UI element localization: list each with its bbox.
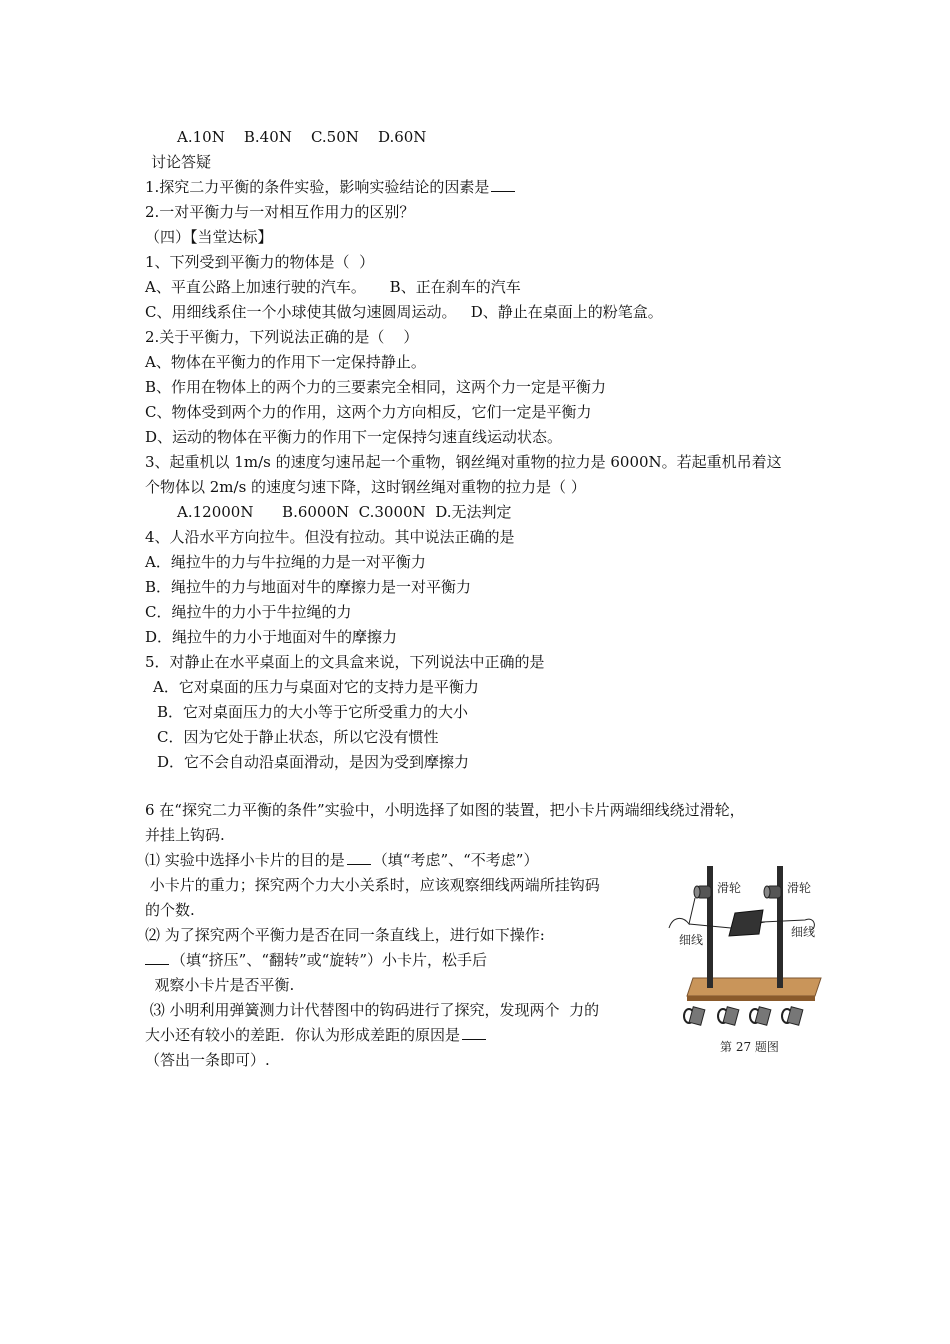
hook-weight-icon [718,1007,739,1026]
figure-caption: 第 27 题图 [720,1040,779,1054]
hook-weight-icon [684,1007,705,1026]
option-text: C．绳拉牛的力小于牛拉绳的力 [145,603,352,621]
string-right-label: 细线 [791,925,816,939]
question-text: 1、下列受到平衡力的物体是（ ） [145,253,375,271]
pulley-left-label: 滑轮 [717,881,742,895]
option-text: C．因为它处于静止状态，所以它没有惯性 [157,728,439,746]
option-text: A．它对桌面的压力与桌面对它的支持力是平衡力 [153,678,479,696]
right-pulley-icon [764,886,781,898]
option-text: D、运动的物体在平衡力的作用下一定保持匀速直线运动状态。 [145,428,563,446]
option-text: B．它对桌面压力的大小等于它所受重力的大小 [157,703,469,721]
question-text: （答出一条即可）. [145,1051,270,1069]
hook-weight-icon [782,1007,803,1026]
experiment-figure [665,858,830,1058]
question-text: ⑵ 为了探究两个平衡力是否在同一条直线上，进行如下操作: [145,926,545,944]
question-text: 1.探究二力平衡的条件实验，影响实验结论的因素是 [145,178,517,196]
answer-blank [145,951,169,965]
string-left-label: 细线 [679,933,704,947]
question-text: 小卡片的重力；探究两个力大小关系时，应该观察细线两端所挂钩码 [145,876,600,894]
answer-blank [491,178,515,192]
question-text: 的个数. [145,901,195,919]
right-post [777,866,783,988]
option-text: D．绳拉牛的力小于地面对牛的摩擦力 [145,628,398,646]
answer-blank [462,1026,486,1040]
option-text: A．绳拉牛的力与牛拉绳的力是一对平衡力 [145,553,426,571]
section-heading: 讨论答疑 [151,153,212,171]
question-text: 4、人沿水平方向拉牛。但没有拉动。其中说法正确的是 [145,528,515,546]
question-text: ⑴ 实验中选择小卡片的目的是 （填“考虑”、“不考虑”） [145,851,539,869]
question-text: ⑶ 小明利用弹簧测力计代替图中的钩码进行了探究，发现两个 力的 [145,1001,600,1019]
option-text: A、平直公路上加速行驶的汽车。 B、正在刹车的汽车 [145,278,521,296]
option-text: D．它不会自动沿桌面滑动，是因为受到摩擦力 [157,753,470,771]
small-card [729,910,763,936]
pulley-right-label: 滑轮 [787,881,812,895]
left-pulley-icon [694,886,711,898]
left-post [707,866,713,988]
question-text: 2.关于平衡力，下列说法正确的是（ ） [145,328,419,346]
question-text: 观察小卡片是否平衡. [145,976,295,994]
question-text: （填“挤压”、“翻转”或“旋转”）小卡片，松手后 [145,951,487,969]
question-text: 3、起重机以 1m/s 的速度匀速吊起一个重物，钢丝绳对重物的拉力是 6000N。若起重机吊着这 [145,453,782,471]
options-line: A.10N B.40N C.50N D.60N [177,128,427,146]
answer-blank [347,851,371,865]
options-line: A.12000N B.6000N C.3000N D.无法判定 [177,503,512,521]
section-heading: （四）【当堂达标】 [145,228,273,246]
question-text: 个物体以 2m/s 的速度匀速下降，这时钢丝绳对重物的拉力是（ ） [145,478,586,496]
option-text: B．绳拉牛的力与地面对牛的摩擦力是一对平衡力 [145,578,472,596]
question-text: 并挂上钩码. [145,826,225,844]
hook-weight-icon [750,1007,771,1026]
question-text: 5．对静止在水平桌面上的文具盒来说，下列说法中正确的是 [145,653,545,671]
board-edge [687,996,815,1001]
question-text: 大小还有较小的差距．你认为形成差距的原因是 [145,1026,488,1044]
question-text: 6 在“探究二力平衡的条件”实验中，小明选择了如图的装置，把小卡片两端细线绕过滑轮， [145,801,745,819]
option-text: B、作用在物体上的两个力的三要素完全相同，这两个力一定是平衡力 [145,378,607,396]
option-text: A、物体在平衡力的作用下一定保持静止。 [145,353,426,371]
option-text: C、用细线系住一个小球使其做匀速圆周运动。 D、静止在桌面上的粉笔盒。 [145,303,663,321]
question-text: 2.一对平衡力与一对相互作用力的区别？ [145,203,415,221]
option-text: C、物体受到两个力的作用，这两个力方向相反，它们一定是平衡力 [145,403,592,421]
